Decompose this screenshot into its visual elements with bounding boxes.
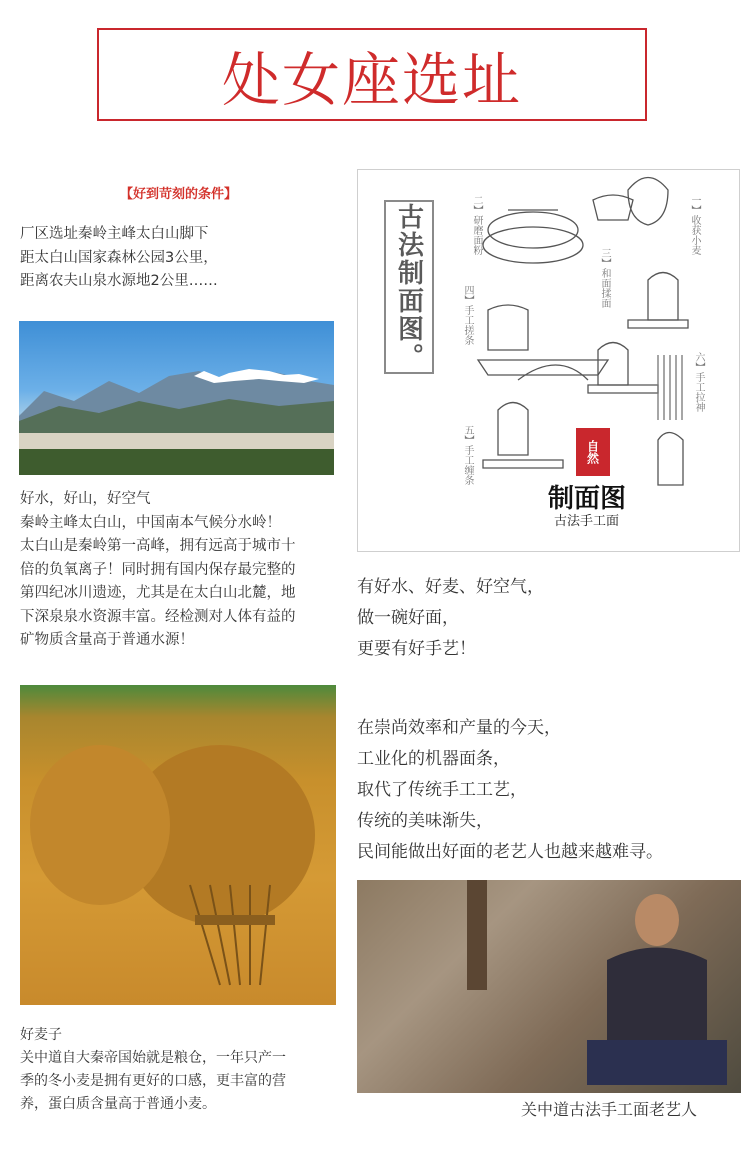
brand-title: 制面图 (548, 484, 627, 514)
environment-paragraph (20, 488, 296, 653)
step-label: 五】手工缠条 (462, 425, 473, 485)
noodle-process-illustration (357, 169, 740, 552)
text-line: 矿物质含量高于普通水源！ (20, 632, 194, 648)
text-line: 做一碗好面， (357, 608, 459, 628)
craft-paragraph (357, 572, 544, 665)
text-line: 民间能做出好面的老艺人也越来越难寻。 (357, 842, 663, 862)
text-line: 好水，好山，好空气 (20, 491, 151, 507)
text-line: 秦岭主峰太白山，中国南本气候分水岭！ (20, 514, 281, 531)
step-label: 六】手工拉神 (693, 352, 704, 412)
wheat-paragraph (20, 1024, 286, 1116)
mountain-photo (19, 321, 334, 475)
step-label: 四】手工搓条 (462, 285, 473, 345)
text-line: 厂区选址秦岭主峰太白山脚下 (20, 226, 209, 242)
location-paragraph (20, 223, 218, 294)
text-line: 有好水、好麦、好空气， (357, 577, 544, 597)
illustration-title: 古法制面图。 (393, 203, 424, 371)
text-line: 取代了传统手工工艺， (357, 780, 527, 800)
text-line: 传统的美味渐失， (357, 811, 493, 831)
text-line: 第四纪冰川遗迹，尤其是在太白山北麓，地 (20, 585, 296, 601)
text-line: 工业化的机器面条， (357, 749, 510, 769)
tradition-paragraph (357, 713, 663, 868)
brand-subtitle: 古法手工面 (554, 514, 620, 529)
text-line: 倍的负氧离子！同时拥有国内保存最完整的 (20, 561, 296, 578)
text-line: 下深泉泉水资源丰富。经检测对人体有益的 (20, 608, 296, 625)
text-line: 更要有好手艺！ (357, 639, 476, 659)
step-label: 一】收获小麦 (689, 195, 700, 255)
seal-stamp: 自然 (576, 428, 610, 476)
text-line: 在崇尚效率和产量的今天， (357, 718, 561, 738)
wheat-photo (20, 685, 336, 1005)
step-label: 二】研磨面粉 (471, 195, 482, 255)
elder-artisan-photo (357, 880, 741, 1093)
text-line: 养，蛋白质含量高于普通小麦。 (20, 1096, 216, 1112)
text-line: 季的冬小麦是拥有更好的口感，更丰富的营 (20, 1073, 286, 1089)
photo-caption: 关中道古法手工面老艺人 (521, 1100, 698, 1119)
text-line: 太白山是秦岭第一高峰，拥有远高于城市十 (20, 538, 296, 554)
text-line: 距离农夫山泉水源地2公里…… (20, 273, 218, 289)
text-line: 距太白山国家森林公园3公里， (20, 249, 218, 266)
page-title: 处女座选址 (221, 45, 522, 114)
text-line: 好麦子 (20, 1027, 62, 1043)
conditions-subhead: 【好到苛刻的条件】 (120, 187, 238, 202)
step-label: 三】和面揉面 (599, 248, 610, 308)
text-line: 关中道自大秦帝国始就是粮仓，一年只产一 (20, 1050, 286, 1066)
title-banner (97, 28, 647, 121)
